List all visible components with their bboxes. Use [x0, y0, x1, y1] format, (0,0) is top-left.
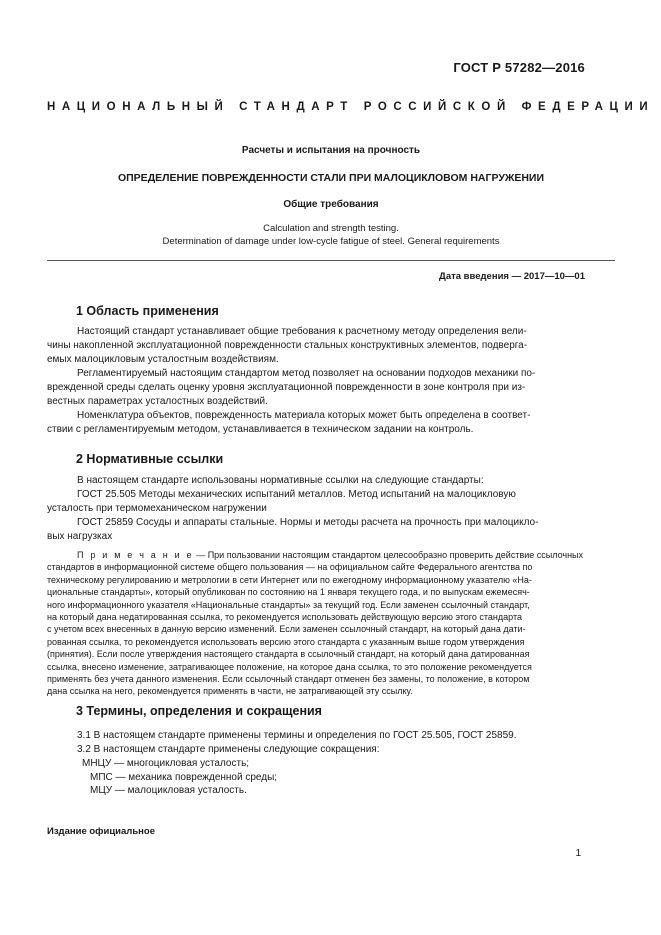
text-line: усталость при термомеханическом нагружении — [47, 503, 267, 514]
section-2-note — [47, 549, 582, 698]
text-line: вестных параметрах усталостных воздействий. — [47, 396, 268, 407]
note-line: дана ссылка на него, рекомендуется применять в части, не затрагивающей эту ссылку. — [47, 686, 413, 697]
note-line: применять без учета данного изменения. Если ссылочный стандарт отменен без замены, то положение, в котором — [47, 674, 530, 685]
national-standard-banner: НАЦИОНАЛЬНЫЙ СТАНДАРТ РОССИЙСКОЙ ФЕДЕРАЦИИ — [47, 101, 655, 113]
section-3-heading: 3 Термины, определения и сокращения — [76, 704, 322, 718]
title-series: Расчеты и испытания на прочность — [241, 145, 421, 156]
note-line: стандартов в информационной системе общего пользования — на официальном сайте Федерального агентства по — [47, 562, 533, 573]
section-3-body — [47, 729, 567, 757]
section-2-heading: 2 Нормативные ссылки — [76, 452, 224, 466]
edition-label: Издание официальное — [47, 826, 155, 837]
note-line: на который дана недатированная ссылка, то рекомендуется использовать действующую версию этого стандарта — [47, 612, 522, 623]
intro-date: Дата введения — 2017—10—01 — [439, 271, 585, 282]
text-line: ГОСТ 25859 Сосуды и аппараты стальные. Нормы и методы расчета на прочность при малоцикло- — [77, 517, 539, 528]
title-divider — [47, 260, 615, 261]
note-line: (принятия). Если после утверждения настоящего стандарта в ссылочный стандарт, на который дана датированная — [47, 649, 530, 660]
text-line: Номенклатура объектов, поврежденность материала которых может быть определена в соответ- — [77, 410, 531, 421]
text-line: вых нагрузках — [47, 531, 113, 542]
abbreviations-list — [82, 757, 277, 798]
text-line: врежденной среды сделать оценку уровня эксплуатационной поврежденности в зоне контроля при из- — [47, 382, 526, 393]
text-line: ствии с регламентируемым методом, устанавливается в техническом задании на контроль. — [47, 424, 474, 435]
title-sub: Общие требования — [283, 199, 379, 210]
note-text: — При пользовании настоящим стандартом целесообразно проверить действие ссылочных — [193, 550, 584, 560]
section-2-body — [47, 474, 567, 544]
title-english-line: Calculation and strength testing. — [263, 223, 399, 234]
text-line: 3.1 В настоящем стандарте применены термины и определения по ГОСТ 25.505, ГОСТ 25859. — [77, 730, 517, 741]
note-line: ного информационного указателя «Национальные стандарты» за текущий год. Если заменен ссылочный стандарт, — [47, 599, 530, 610]
note-label: П р и м е ч а н и е — [77, 550, 194, 560]
gost-number: ГОСТ Р 57282—2016 — [453, 60, 585, 75]
abbreviation-item: МПС — механика поврежденной среды; — [90, 771, 278, 783]
note-line: рованная ссылка, то рекомендуется использовать версию этого стандарта с указанным выше годом утверждения — [47, 636, 525, 647]
text-line: Регламентируемый настоящим стандартом метод позволяет на основании подходов механики по- — [77, 368, 536, 379]
abbreviation-item: МНЦУ — многоцикловая усталость; — [82, 758, 250, 769]
note-line: с учетом всех внесенных в данную версию изменений. Если заменен ссылочный стандарт, на который дана дати- — [47, 624, 526, 635]
note-line — [47, 549, 582, 561]
text-line: 3.2 В настоящем стандарте применены следующие сокращения: — [77, 744, 380, 755]
note-line: ссылка, внесено изменение, затрагивающее положение, на которое дана ссылка, то это положение рекомендуется — [47, 661, 532, 672]
title-main: ОПРЕДЕЛЕНИЕ ПОВРЕЖДЕННОСТИ СТАЛИ ПРИ МАЛОЦИКЛОВОМ НАГРУЖЕНИИ — [117, 172, 545, 184]
title-english — [47, 222, 615, 248]
text-line: ГОСТ 25.505 Методы механических испытаний металлов. Метод испытаний на малоцикловую — [77, 489, 516, 500]
section-1-body — [47, 325, 567, 437]
note-line: циональные стандарты», который опубликован по состоянию на 1 января текущего года, и по выпускам ежемесяч- — [47, 587, 530, 598]
section-1-heading: 1 Область применения — [76, 304, 219, 318]
title-english-line: Determination of damage under low-cycle fatigue of steel. General requirements — [162, 236, 500, 247]
text-line: В настоящем стандарте использованы нормативные ссылки на следующие стандарты: — [77, 475, 484, 486]
note-line: техническому регулированию и метрологии в сети Интернет или по ежегодному информационному указателю «На- — [47, 574, 532, 585]
text-line: Настоящий стандарт устанавливает общие требования к расчетному методу определения вели- — [77, 326, 527, 337]
abbreviation-item: МЦУ — малоцикловая усталость. — [90, 785, 247, 796]
page-number: 1 — [575, 848, 581, 859]
text-line: чины накопленной эксплуатационной поврежденности стальных конструктивных элементов, подверга- — [47, 340, 528, 351]
text-line: емых малоцикловым усталостным воздействиям. — [47, 354, 279, 365]
